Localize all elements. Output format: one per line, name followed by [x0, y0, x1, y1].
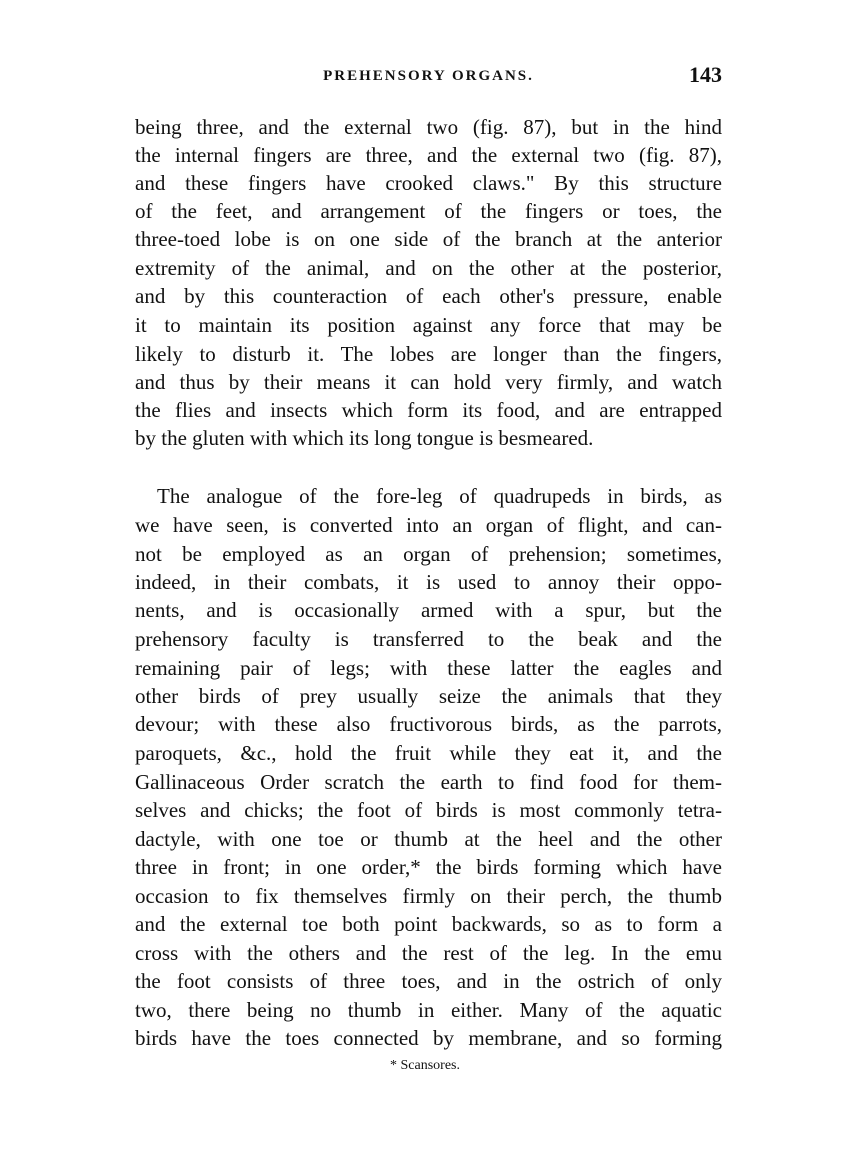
text-line: two, there being no thumb in either. Many of the aquatic: [135, 998, 722, 1022]
text-line: three-toed lobe is on one side of the branch at the anterior: [135, 227, 722, 251]
text-line: and these fingers have crooked claws." By this structure: [135, 171, 722, 195]
text-line: prehensory faculty is transferred to the beak and the: [135, 627, 722, 651]
text-line: and by this counteraction of each other's pressure, enable: [135, 284, 722, 308]
page-header: [135, 62, 722, 92]
text-line: of the feet, and arrangement of the fingers or toes, the: [135, 199, 722, 223]
text-line: the internal fingers are three, and the external two (fig. 87),: [135, 143, 722, 167]
text-line: by the gluten with which its long tongue is besmeared.: [135, 426, 594, 450]
text-line: the flies and insects which form its food, and are entrapped: [135, 398, 722, 422]
text-line: dactyle, with one toe or thumb at the heel and the other: [135, 827, 722, 851]
text-line: selves and chicks; the foot of birds is most commonly tetra-: [135, 798, 722, 822]
text-line: remaining pair of legs; with these latter the eagles and: [135, 656, 722, 680]
text-line: being three, and the external two (fig. 87), but in the hind: [135, 115, 722, 139]
page-number: 143: [689, 62, 722, 87]
text-line: the foot consists of three toes, and in the ostrich of only: [135, 969, 722, 993]
text-line: birds have the toes connected by membrane, and so forming: [135, 1026, 722, 1050]
text-line: occasion to fix themselves firmly on their perch, the thumb: [135, 884, 722, 908]
text-line: indeed, in their combats, it is used to annoy their oppo-: [135, 570, 722, 594]
text-line: other birds of prey usually seize the animals that they: [135, 684, 722, 708]
text-line: devour; with these also fructivorous birds, as the parrots,: [135, 712, 722, 736]
text-line: cross with the others and the rest of the leg. In the emu: [135, 941, 722, 965]
text-line: it to maintain its position against any force that may be: [135, 313, 722, 337]
text-line: and thus by their means it can hold very firmly, and watch: [135, 370, 722, 394]
running-title: PREHENSORY ORGANS.: [323, 68, 534, 84]
text-line: we have seen, is converted into an organ of flight, and can-: [135, 513, 722, 537]
text-line: not be employed as an organ of prehension; sometimes,: [135, 542, 722, 566]
text-line: paroquets, &c., hold the fruit while they eat it, and the: [135, 741, 722, 765]
text-line: nents, and is occasionally armed with a spur, but the: [135, 598, 722, 622]
text-line: three in front; in one order,* the birds forming which have: [135, 855, 722, 879]
footnote: * Scansores.: [390, 1058, 460, 1073]
text-line: Gallinaceous Order scratch the earth to find food for them-: [135, 770, 722, 794]
text-line: and the external toe both point backwards, so as to form a: [135, 912, 722, 936]
text-line: The analogue of the fore-leg of quadrupeds in birds, as: [157, 484, 722, 508]
text-line: extremity of the animal, and on the other at the posterior,: [135, 256, 722, 280]
text-line: likely to disturb it. The lobes are longer than the fingers,: [135, 342, 722, 366]
